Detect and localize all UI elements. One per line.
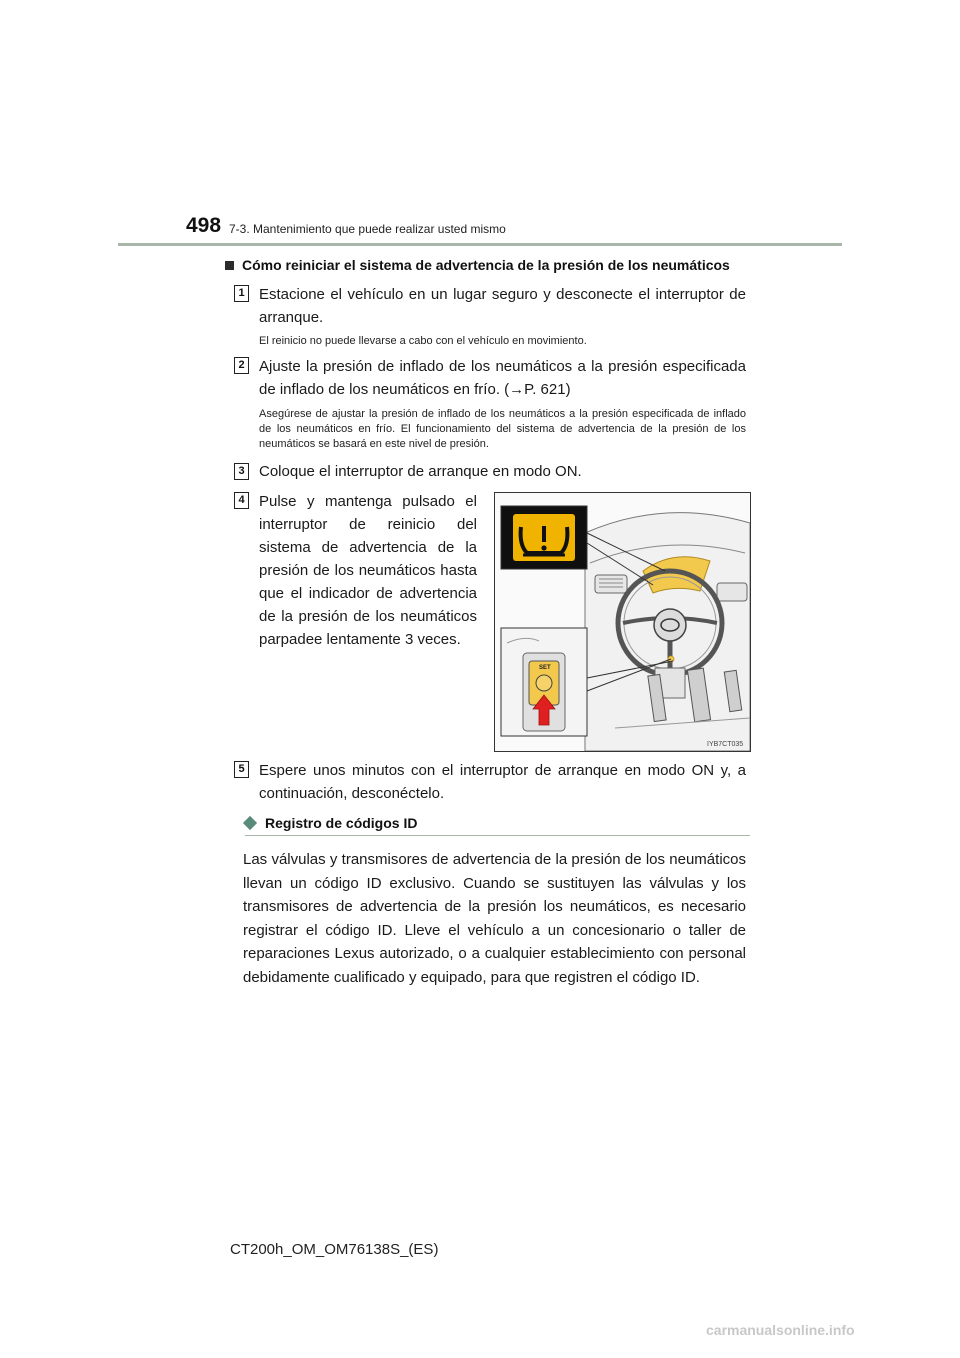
step-4-text: Pulse y mantenga pulsado el interruptor de reinicio del sistema de advertencia de la presión de los neumáticos hasta que el indicador de advertencia de la presión de los neumáticos parpadee lentamente 3 veces. — [259, 493, 477, 648]
step-number-1: 1 — [234, 285, 249, 302]
watermark: carmanualsonline.info — [706, 1322, 855, 1338]
diamond-bullet-icon — [243, 816, 257, 830]
id-section-divider — [245, 835, 750, 836]
square-bullet-icon — [225, 261, 234, 270]
step-2-text: Ajuste la presión de inflado de los neumáticos a la presión especificada de inflado de los neumáticos en frío. (→P. 621) — [259, 358, 746, 398]
subheading-text: Cómo reiniciar el sistema de advertencia de la presión de los neumáticos — [242, 257, 730, 273]
document-code-footer: CT200h_OM_OM76138S_(ES) — [230, 1241, 439, 1258]
step-number-5: 5 — [234, 761, 249, 778]
set-button-label: SET — [539, 665, 551, 671]
figure-code: IYB7CT035 — [707, 741, 744, 748]
step-1-note: El reinicio no puede llevarse a cabo con el vehículo en movimiento. — [259, 335, 587, 347]
header-divider — [118, 243, 842, 246]
section-title: 7-3. Mantenimiento que puede realizar usted mismo — [229, 222, 506, 236]
id-section-body: Las válvulas y transmisores de advertencia de la presión de los neumáticos llevan un código ID exclusivo. Cuando se sustituyen las válvulas y los transmisores de advertencia de la presión los neumáticos, es necesario registrar el código ID. Lleve el vehículo a un concesionario o taller de reparaciones Lexus autorizado, o a cualquier establecimiento con personal debidamente cualificado y equipado, para que registren el código ID. — [243, 851, 746, 986]
step-5-text: Espere unos minutos con el interruptor de arranque en modo ON y, a continuación, desconéctelo. — [259, 762, 746, 802]
dashboard-illustration — [494, 492, 751, 752]
page-number: 498 — [186, 214, 222, 237]
step-number-2: 2 — [234, 357, 249, 374]
step-1-text: Estacione el vehículo en un lugar seguro y desconecte el interruptor de arranque. — [259, 286, 746, 326]
step-2-note: Asegúrese de ajustar la presión de inflado de los neumáticos a la presión especificada de inflado de los neumáticos en frío. El funcionamiento del sistema de advertencia de la presión de los neumáticos se basará en este nivel de presión. — [259, 408, 746, 450]
dashboard-illustration-svg — [495, 493, 750, 751]
step-3-text: Coloque el interruptor de arranque en modo ON. — [259, 463, 582, 480]
step-number-4: 4 — [234, 492, 249, 509]
id-section-heading — [245, 815, 417, 831]
id-section-heading-text: Registro de códigos ID — [265, 815, 418, 831]
subheading — [225, 257, 730, 273]
step-number-3: 3 — [234, 463, 249, 480]
